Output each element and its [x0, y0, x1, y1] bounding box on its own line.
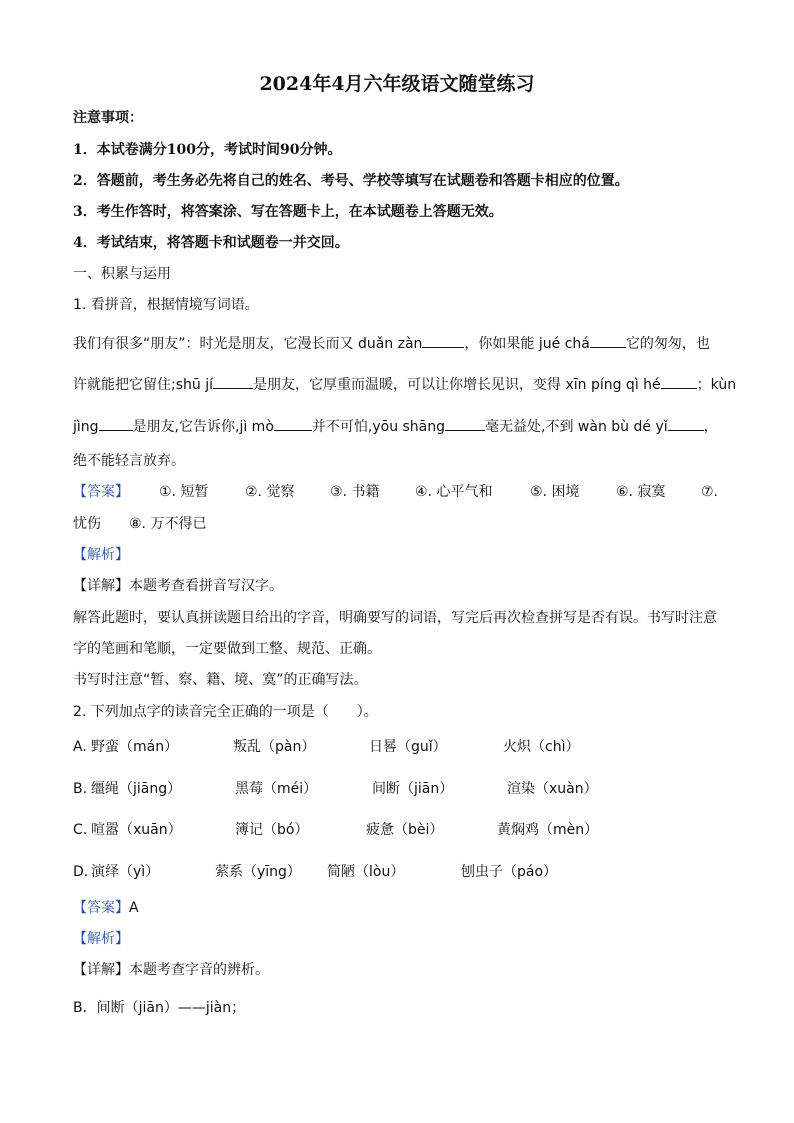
- text-segment: 我们有很多“朋友”：时光是朋友，它漫长而又 duǎn zàn: [73, 336, 423, 352]
- option-item: 萦系（yīng）: [215, 864, 301, 880]
- answer-blank-7[interactable]: [445, 416, 485, 431]
- question-1-paragraph-line: [73, 333, 710, 354]
- option-letter: A.: [73, 739, 87, 755]
- option-item: 黑莓（méi）: [235, 781, 318, 797]
- text-segment: 并不可怕,yōu shāng: [311, 419, 446, 435]
- option-item: 野蛮（mán）: [91, 739, 179, 755]
- answer-item: ④. 心平气和: [415, 484, 493, 500]
- notice-item-1: 1．本试卷满分100分，考试时间90分钟。: [73, 142, 342, 158]
- answer-item: ⑧. 万不得已: [129, 516, 207, 532]
- answer-blank-3[interactable]: [213, 374, 253, 389]
- option-item: 疲惫（bèi）: [366, 822, 444, 838]
- text-segment: jìng: [73, 419, 99, 435]
- option-item: 日晷（guǐ）: [369, 739, 447, 755]
- answer-item: ③. 书籍: [330, 484, 380, 500]
- analysis-label: 【解析】: [73, 547, 129, 563]
- notice-heading: 注意事项：: [73, 110, 143, 126]
- question-1-paragraph-line: [73, 416, 718, 437]
- option-letter: B.: [73, 781, 88, 797]
- text-segment: ，你如果能 jué chá: [464, 336, 590, 352]
- option-item: 喧嚣（xuān）: [91, 822, 182, 838]
- question-1-paragraph-end: 绝不能轻言放弃。: [73, 453, 185, 469]
- question-1-paragraph-line: [73, 374, 736, 395]
- detail-line: [73, 960, 269, 980]
- option-item: 刨虫子（páo）: [461, 864, 558, 880]
- question-1-stem: 1. 看拼音，根据情境写词语。: [73, 297, 259, 313]
- explanation-line: 字的笔画和笔顺，一定要做到工整、规范、正确。: [73, 641, 381, 657]
- answer-blank-5[interactable]: [99, 416, 133, 431]
- text-segment: 是朋友,它告诉你,jì mò: [132, 419, 274, 435]
- explanation-line: 书写时注意“暂、察、籍、境、寞”的正确写法。: [73, 672, 368, 688]
- detail-text: 本题考查字音的辨析。: [129, 962, 269, 978]
- answer-blank-4[interactable]: [661, 374, 697, 389]
- text-segment: 许就能把它留住;shū jí: [73, 377, 213, 393]
- option-item: 火炽（chì）: [503, 739, 580, 755]
- option-letter: C.: [73, 822, 88, 838]
- answer-label: 【答案】: [73, 484, 129, 500]
- option-item: 渲染（xuàn）: [507, 781, 598, 797]
- option-item: 缰绳（jiāng）: [91, 781, 182, 797]
- answer-item: ①. 短暂: [159, 484, 209, 500]
- text-segment: ；kùn: [696, 377, 737, 393]
- option-item: 演绎（yì）: [91, 864, 160, 880]
- option-letter: D.: [73, 864, 89, 880]
- detail-line: [73, 576, 283, 596]
- detail-label: 【详解】: [73, 962, 129, 978]
- explanation-line: B．间断（jiān）——jiàn；: [73, 1000, 246, 1016]
- answer-line: [73, 898, 139, 918]
- answer-item: ②. 觉察: [245, 484, 295, 500]
- answer-blank-6[interactable]: [274, 416, 312, 431]
- text-segment: 毫无益处,不到 wàn bù dé yǐ: [485, 419, 668, 435]
- text-segment: 是朋友，它厚重而温暖，可以让你增长见识，变得 xīn píng qì hé: [253, 377, 661, 393]
- answer-blank-2[interactable]: [590, 333, 626, 348]
- section-heading: 一、积累与运用: [73, 266, 171, 282]
- answer-blank-8[interactable]: [668, 416, 704, 431]
- analysis-label: 【解析】: [73, 931, 129, 947]
- notice-item-2: 2．答题前，考生务必先将自己的姓名、考号、学校等填写在试题卷和答题卡相应的位置。: [73, 173, 629, 189]
- option-item: 叛乱（pàn）: [233, 739, 316, 755]
- detail-text: 本题考查看拼音写汉字。: [129, 578, 283, 594]
- answer-item: 忧伤: [73, 516, 101, 532]
- answer-item: ⑦.: [701, 484, 719, 500]
- option-item: 简陋（lòu）: [327, 864, 405, 880]
- page-title: 2024年4月六年级语文随堂练习: [259, 73, 535, 95]
- answer-blank-1[interactable]: [422, 333, 464, 348]
- option-item: 簿记（bó）: [235, 822, 309, 838]
- detail-label: 【详解】: [73, 578, 129, 594]
- text-segment: ，: [703, 419, 718, 435]
- option-item: 黄焖鸡（mèn）: [497, 822, 599, 838]
- answer-item: ⑤. 困境: [530, 484, 580, 500]
- answer-item: ⑥. 寂寞: [616, 484, 666, 500]
- text-segment: 它的匆匆，也: [625, 336, 710, 352]
- option-item: 间断（jiān）: [372, 781, 454, 797]
- explanation-line: 解答此题时，要认真拼读题目给出的字音，明确要写的词语，写完后再次检查拼写是否有误。书写时注意: [73, 610, 717, 626]
- answer-label: 【答案】: [73, 900, 129, 916]
- notice-item-3: 3．考生作答时，将答案涂、写在答题卡上，在本试题卷上答题无效。: [73, 204, 503, 220]
- answer-value: A: [129, 900, 139, 916]
- notice-item-4: 4．考试结束，将答题卡和试题卷一并交回。: [73, 235, 349, 251]
- question-2-stem: 2. 下列加点字的读音完全正确的一项是（ ）。: [73, 704, 378, 720]
